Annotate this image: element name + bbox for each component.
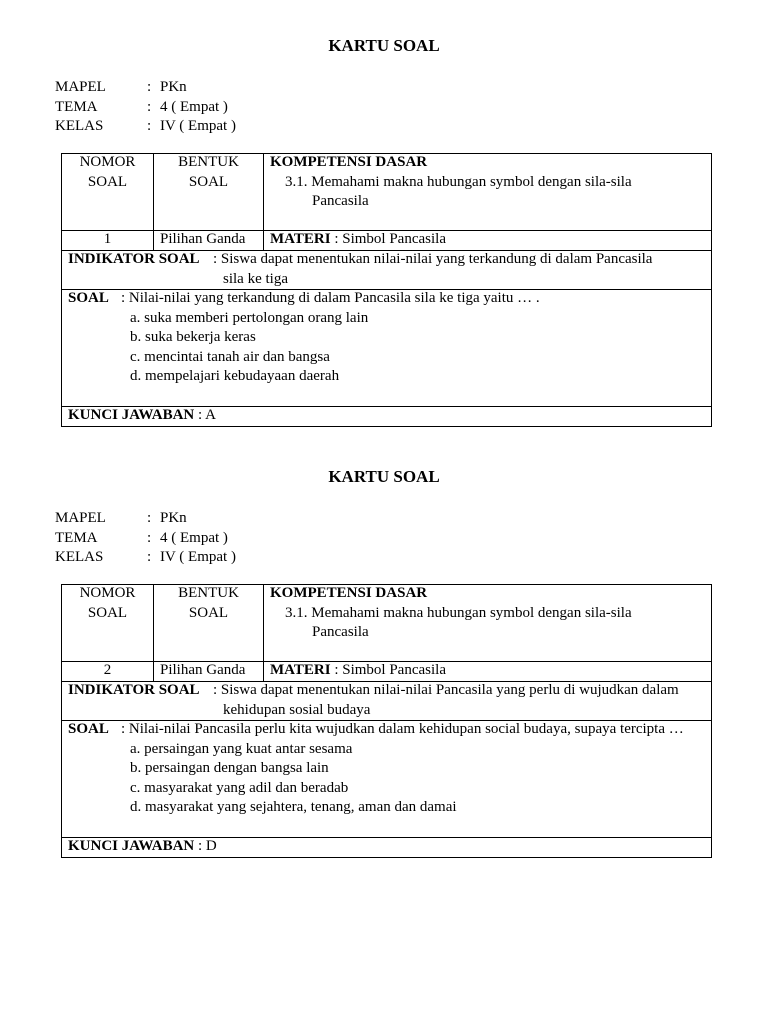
nomor-value: 2 bbox=[103, 662, 112, 678]
meta-row-tema bbox=[55, 98, 236, 118]
header-line: SOAL bbox=[188, 173, 229, 190]
bentuk-value: Pilihan Ganda bbox=[160, 231, 246, 247]
card-title: KARTU SOAL bbox=[328, 467, 440, 486]
meta-row-kelas bbox=[55, 548, 236, 568]
meta-row-mapel bbox=[55, 78, 236, 98]
border-right bbox=[711, 584, 712, 858]
indikator-line-1: : Siswa dapat menentukan nilai-nilai Pancasila yang perlu di wujudkan dalam bbox=[213, 682, 679, 698]
meta-colon: : bbox=[147, 79, 152, 95]
header-line: NOMOR bbox=[79, 585, 136, 601]
option-item: c. masyarakat yang adil dan beradab bbox=[130, 779, 349, 796]
option-item: b. suka bekerja keras bbox=[130, 329, 256, 345]
meta-key: TEMA bbox=[55, 529, 98, 546]
bentuk-soal-header bbox=[154, 153, 263, 192]
border-left bbox=[61, 584, 62, 858]
option-item: d. mempelajari kebudayaan daerah bbox=[130, 368, 340, 384]
kd-line-1: 3.1. Memahami makna hubungan symbol dengan sila-sila bbox=[285, 604, 632, 621]
divider-col-2 bbox=[263, 584, 264, 682]
header-line: SOAL bbox=[188, 604, 229, 621]
indikator-label: INDIKATOR SOAL bbox=[68, 682, 200, 698]
kunci-value: : D bbox=[198, 838, 217, 854]
bentuk-value: Pilihan Ganda bbox=[160, 662, 246, 678]
kompetensi-dasar-cell bbox=[270, 584, 710, 643]
kompetensi-dasar-cell bbox=[270, 153, 710, 212]
kunci-jawaban bbox=[68, 837, 217, 857]
option-item: a. persaingan yang kuat antar sesama bbox=[130, 740, 353, 757]
meta-key: TEMA bbox=[55, 98, 98, 115]
meta-value: PKn bbox=[160, 510, 187, 526]
header-line: SOAL bbox=[87, 173, 128, 190]
kunci-label: KUNCI JAWABAN bbox=[68, 407, 195, 423]
indikator-line-2: kehidupan sosial budaya bbox=[223, 701, 371, 718]
kunci-value: : A bbox=[198, 407, 216, 423]
border-bottom bbox=[61, 426, 712, 427]
materi-cell bbox=[270, 661, 446, 681]
meta-key: MAPEL bbox=[55, 79, 106, 95]
question-table bbox=[61, 584, 712, 858]
option-item: a. suka memberi pertolongan orang lain bbox=[130, 309, 369, 326]
meta-row-kelas bbox=[55, 117, 236, 137]
indikator-text bbox=[213, 681, 709, 720]
kd-label: KOMPETENSI DASAR bbox=[270, 585, 428, 601]
kd-line-1: 3.1. Memahami makna hubungan symbol dengan sila-sila bbox=[285, 173, 632, 190]
meta-colon: : bbox=[147, 529, 152, 546]
materi-cell bbox=[270, 230, 446, 250]
meta-colon: : bbox=[147, 118, 152, 134]
soal-label: SOAL bbox=[68, 721, 109, 737]
header-line: BENTUK bbox=[178, 585, 239, 601]
kd-line-2: Pancasila bbox=[312, 193, 369, 209]
kunci-jawaban bbox=[68, 406, 216, 426]
soal-question: : Nilai-nilai yang terkandung di dalam Pancasila sila ke tiga yaitu … . bbox=[121, 290, 540, 306]
meta-value: 4 ( Empat ) bbox=[160, 98, 228, 115]
meta-value: IV ( Empat ) bbox=[160, 118, 236, 134]
materi-value: : Simbol Pancasila bbox=[334, 231, 446, 247]
option-item: b. persaingan dengan bangsa lain bbox=[130, 760, 329, 776]
border-bottom bbox=[61, 857, 712, 858]
meta-key: KELAS bbox=[55, 118, 104, 134]
meta-value: IV ( Empat ) bbox=[160, 549, 236, 565]
nomor-soal-header bbox=[62, 584, 153, 623]
nomor-soal-header bbox=[62, 153, 153, 192]
meta-value: PKn bbox=[160, 79, 187, 95]
header-line: BENTUK bbox=[178, 154, 239, 170]
kunci-label: KUNCI JAWABAN bbox=[68, 838, 195, 854]
soal-label: SOAL bbox=[68, 290, 109, 306]
options-list bbox=[130, 740, 457, 818]
indikator-label: INDIKATOR SOAL bbox=[68, 251, 200, 267]
kd-label: KOMPETENSI DASAR bbox=[270, 154, 428, 170]
divider-col-2 bbox=[263, 153, 264, 251]
header-line: SOAL bbox=[87, 604, 128, 621]
meta-colon: : bbox=[147, 510, 152, 526]
meta-block bbox=[55, 78, 236, 137]
indikator-line-2: sila ke tiga bbox=[223, 270, 288, 287]
materi-value: : Simbol Pancasila bbox=[334, 662, 446, 678]
header-line: NOMOR bbox=[79, 154, 136, 170]
materi-label: MATERI bbox=[270, 231, 331, 247]
meta-row-mapel bbox=[55, 509, 236, 529]
options-list bbox=[130, 309, 368, 387]
question-table bbox=[61, 153, 712, 427]
materi-label: MATERI bbox=[270, 662, 331, 678]
card-title: KARTU SOAL bbox=[328, 36, 440, 55]
meta-row-tema bbox=[55, 529, 236, 549]
option-item: d. masyarakat yang sejahtera, tenang, aman dan damai bbox=[130, 799, 457, 815]
option-item: c. mencintai tanah air dan bangsa bbox=[130, 348, 330, 365]
nomor-value: 1 bbox=[103, 231, 112, 247]
border-left bbox=[61, 153, 62, 427]
kd-line-2: Pancasila bbox=[312, 624, 369, 640]
indikator-line-1: : Siswa dapat menentukan nilai-nilai yang terkandung di dalam Pancasila bbox=[213, 251, 653, 267]
soal-question: : Nilai-nilai Pancasila perlu kita wujudkan dalam kehidupan social budaya, supaya tercipta … bbox=[121, 721, 684, 737]
meta-key: KELAS bbox=[55, 549, 104, 565]
meta-colon: : bbox=[147, 98, 152, 115]
meta-block bbox=[55, 509, 236, 568]
meta-colon: : bbox=[147, 549, 152, 565]
meta-key: MAPEL bbox=[55, 510, 106, 526]
indikator-text bbox=[213, 250, 709, 289]
border-right bbox=[711, 153, 712, 427]
bentuk-soal-header bbox=[154, 584, 263, 623]
meta-value: 4 ( Empat ) bbox=[160, 529, 228, 546]
